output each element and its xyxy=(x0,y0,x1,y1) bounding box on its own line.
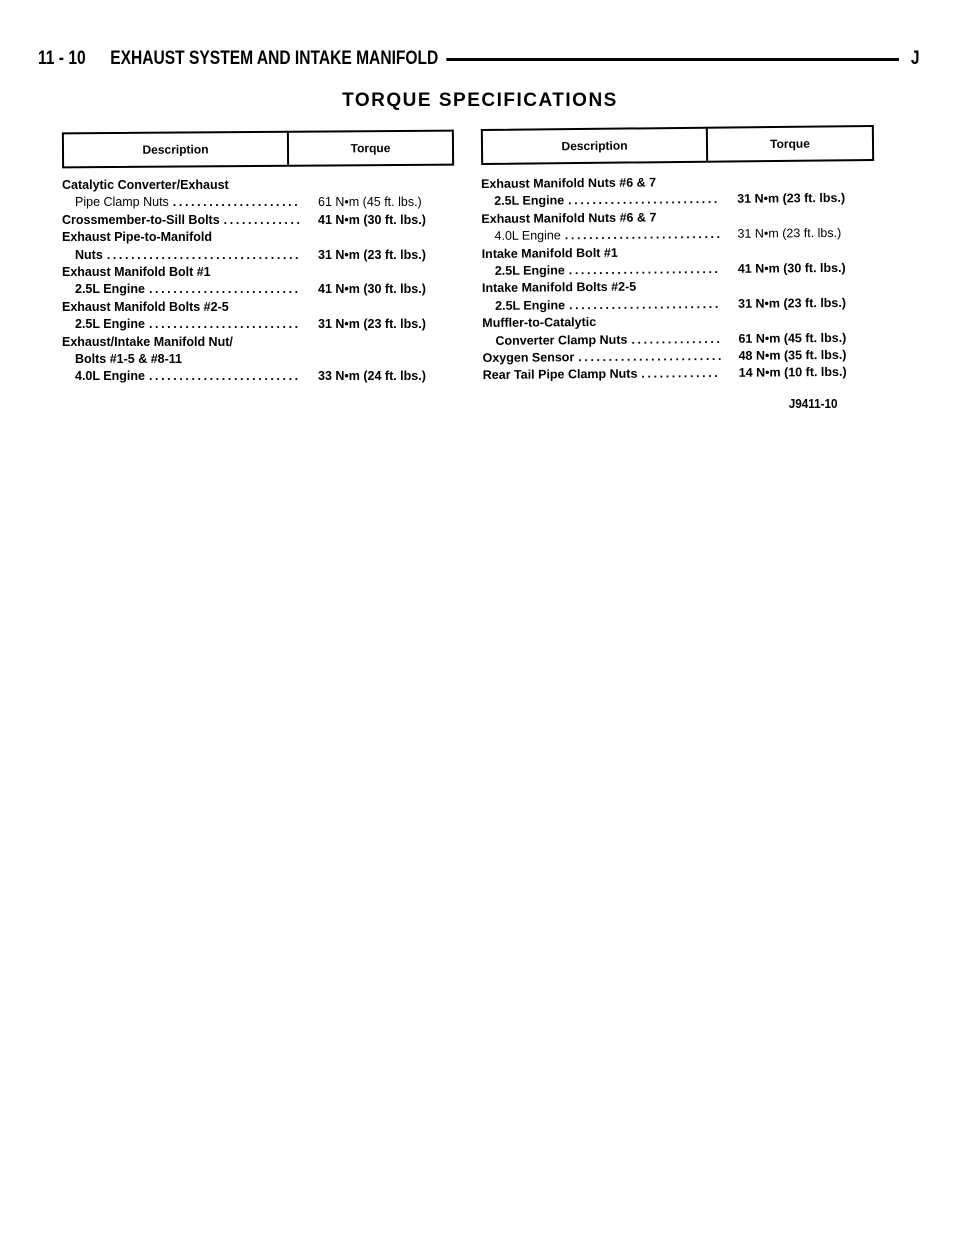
spec-torque: 61 N•m (45 ft. lbs.) xyxy=(318,195,422,210)
spec-entry xyxy=(482,313,854,351)
spec-torque: 41 N•m (30 ft. lbs.) xyxy=(318,212,426,227)
spec-description: Exhaust/Intake Manifold Nut/ xyxy=(62,334,233,349)
spec-torque: 48 N•m (35 ft. lbs.) xyxy=(738,347,847,363)
spec-entry xyxy=(481,209,853,247)
spec-description: Oxygen Sensor xyxy=(482,350,575,365)
spec-description: Muffler-to-Catalytic xyxy=(482,315,597,331)
header-rule xyxy=(447,58,900,61)
spec-line xyxy=(62,282,434,299)
spec-description: Bolts #1-5 & #8-11 xyxy=(75,351,182,366)
spec-description: Exhaust Manifold Nuts #6 & 7 xyxy=(481,175,657,191)
spec-line xyxy=(62,265,434,282)
leader-dots xyxy=(107,248,300,262)
spec-torque: 61 N•m (45 ft. lbs.) xyxy=(738,330,847,346)
leader-dots xyxy=(641,366,720,381)
spec-description: Catalytic Converter/Exhaust xyxy=(62,178,229,192)
spec-description: Crossmember-to-Sill Bolts xyxy=(62,212,220,227)
spec-line xyxy=(62,248,434,265)
column-header-description: Description xyxy=(64,133,289,167)
leader-dots xyxy=(569,297,720,312)
spec-description: Nuts xyxy=(75,247,103,262)
spec-torque: 31 N•m (23 ft. lbs.) xyxy=(318,317,426,332)
spec-line xyxy=(62,213,434,230)
spec-description: 2.5L Engine xyxy=(494,193,565,209)
figure-id: J9411-10 xyxy=(788,396,838,411)
spec-entry xyxy=(62,335,434,387)
spec-entry xyxy=(482,243,854,281)
spec-entry xyxy=(62,265,434,300)
spec-torque: 33 N•m (24 ft. lbs.) xyxy=(318,369,426,384)
spec-line xyxy=(62,178,434,195)
spec-entry xyxy=(483,365,855,386)
spec-line xyxy=(62,369,434,386)
spec-description: Exhaust Manifold Bolt #1 xyxy=(62,264,211,279)
column-header-description: Description xyxy=(483,129,708,163)
spec-line xyxy=(62,352,434,369)
spec-line xyxy=(62,335,434,352)
spec-line xyxy=(62,195,434,212)
spec-description: Exhaust Manifold Bolts #2-5 xyxy=(62,299,229,314)
page-title: TORQUE SPECIFICATIONS xyxy=(342,90,618,111)
spec-entry xyxy=(482,278,854,316)
spec-torque: 31 N•m (23 ft. lbs.) xyxy=(738,295,847,311)
leader-dots xyxy=(565,227,720,242)
page-header xyxy=(38,44,920,74)
section-title: EXHAUST SYSTEM AND INTAKE MANIFOLD xyxy=(110,48,439,69)
spec-list-left xyxy=(62,178,434,387)
spec-entry xyxy=(62,230,434,265)
column-header-torque: Torque xyxy=(350,141,391,156)
spec-entry xyxy=(62,178,434,213)
column-header-torque: Torque xyxy=(770,136,810,152)
leader-dots xyxy=(173,195,300,209)
leader-dots xyxy=(631,331,720,346)
spec-description: Converter Clamp Nuts xyxy=(495,332,628,348)
spec-description: Exhaust Pipe-to-Manifold xyxy=(62,230,212,245)
spec-torque: 41 N•m (30 ft. lbs.) xyxy=(737,260,846,276)
spec-torque: 31 N•m (23 ft. lbs.) xyxy=(737,191,846,207)
spec-torque: 31 N•m (23 ft. lbs.) xyxy=(318,247,426,262)
leader-dots xyxy=(568,192,719,207)
spec-line xyxy=(483,365,855,386)
spec-torque: 31 N•m (23 ft. lbs.) xyxy=(737,226,842,241)
leader-dots xyxy=(149,369,300,383)
leader-dots xyxy=(569,262,720,277)
spec-description: 2.5L Engine xyxy=(75,282,145,297)
spec-description: 2.5L Engine xyxy=(75,317,145,332)
spec-line xyxy=(62,300,434,317)
table-header-left xyxy=(62,130,454,169)
spec-description: Rear Tail Pipe Clamp Nuts xyxy=(482,366,638,383)
spec-description: 2.5L Engine xyxy=(494,263,565,278)
table-header-right xyxy=(481,125,874,165)
spec-entry xyxy=(481,174,853,212)
spec-entry xyxy=(62,213,434,230)
spec-description: 4.0L Engine xyxy=(494,228,561,244)
spec-torque: 14 N•m (10 ft. lbs.) xyxy=(738,365,847,381)
leader-dots xyxy=(149,282,300,296)
spec-description: 2.5L Engine xyxy=(495,298,566,313)
spec-line xyxy=(62,317,434,334)
spec-description: Exhaust Manifold Nuts #6 & 7 xyxy=(481,210,657,226)
spec-description: Intake Manifold Bolt #1 xyxy=(481,245,618,261)
leader-dots xyxy=(224,213,300,227)
spec-entry xyxy=(62,300,434,335)
spec-description: Intake Manifold Bolts #2-5 xyxy=(481,279,637,296)
spec-line xyxy=(62,230,434,247)
spec-description: 4.0L Engine xyxy=(75,369,145,384)
spec-torque: 41 N•m (30 ft. lbs.) xyxy=(318,282,426,297)
spec-description: Pipe Clamp Nuts xyxy=(75,195,169,210)
page-number: 11 - 10 xyxy=(38,48,86,69)
model-code: J xyxy=(910,48,920,69)
leader-dots xyxy=(578,349,720,364)
leader-dots xyxy=(149,317,300,331)
spec-list-right xyxy=(481,174,855,386)
